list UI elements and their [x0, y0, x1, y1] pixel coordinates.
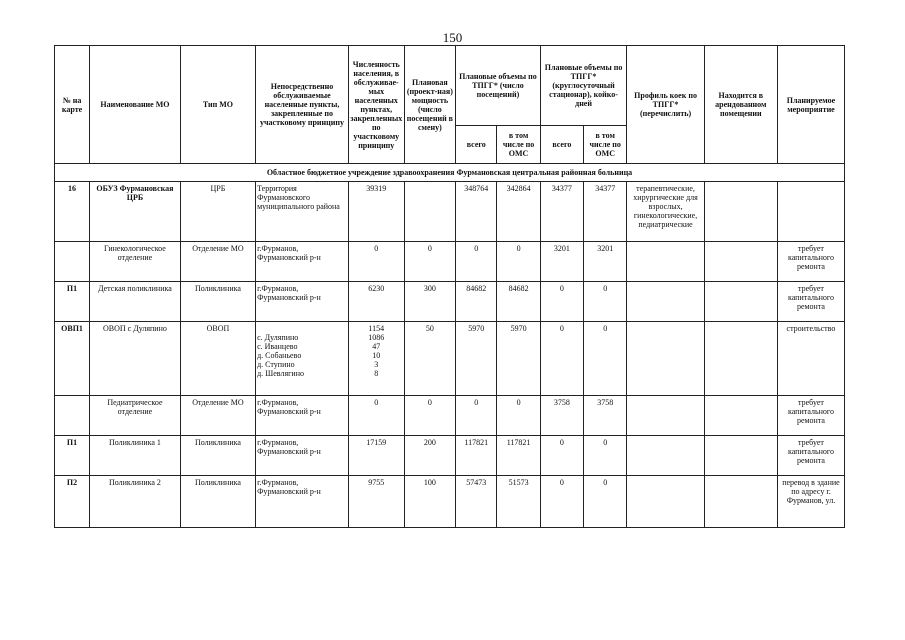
- cell-beds-oms: 34377: [584, 182, 627, 242]
- header-leased: Находится в арендованном помещении: [704, 46, 777, 164]
- cell-leased: [704, 476, 777, 528]
- cell-name: Поликлиника 2: [90, 476, 181, 528]
- population-item: 10: [372, 351, 381, 360]
- cell-no: [55, 396, 90, 436]
- cell-profile: [627, 322, 704, 396]
- cell-capacity: 50: [404, 322, 456, 396]
- cell-visits-total: 0: [456, 242, 497, 282]
- section-title: Областное бюджетное учреждение здравоохранения Фурмановская центральная районная больница: [55, 164, 845, 182]
- cell-planned: [777, 182, 844, 242]
- table-row: [55, 282, 845, 322]
- header-profile: Профиль коек по ТПГГ* (перечислить): [627, 46, 704, 164]
- cell-no: П1: [55, 282, 90, 322]
- cell-profile: [627, 436, 704, 476]
- cell-visits-total: 348764: [456, 182, 497, 242]
- table-row: [55, 182, 845, 242]
- cell-beds-oms: 3758: [584, 396, 627, 436]
- cell-planned: требует капитального ремонта: [777, 242, 844, 282]
- cell-no: П1: [55, 436, 90, 476]
- cell-population: 0: [348, 242, 404, 282]
- header-visits-oms: в том числе по ОМС: [497, 126, 540, 164]
- cell-leased: [704, 182, 777, 242]
- cell-visits-oms: 84682: [497, 282, 540, 322]
- cell-beds-oms: 0: [584, 282, 627, 322]
- header-name: Наименование МО: [90, 46, 181, 164]
- cell-beds-oms: 0: [584, 476, 627, 528]
- cell-beds-oms: 0: [584, 322, 627, 396]
- header-type: Тип МО: [180, 46, 255, 164]
- cell-name: Гинекологическое отделение: [90, 242, 181, 282]
- cell-leased: [704, 436, 777, 476]
- cell-no: ОВП1: [55, 322, 90, 396]
- cell-capacity: 300: [404, 282, 456, 322]
- cell-name: ОВОП с Дуляпино: [90, 322, 181, 396]
- header-capacity: Плановая (проект-ная) мощность (число посещений в смену): [404, 46, 456, 164]
- cell-planned: требует капитального ремонта: [777, 436, 844, 476]
- header-visits-total: всего: [456, 126, 497, 164]
- header-settlements: Непосредственно обслуживаемые населенные пункты, закрепленные по участковому принципу: [256, 46, 349, 164]
- cell-type: Поликлиника: [180, 436, 255, 476]
- settlement-item: д. Шевлягино: [257, 369, 304, 378]
- cell-type: Поликлиника: [180, 282, 255, 322]
- population-item: 3: [374, 360, 379, 369]
- cell-profile: [627, 282, 704, 322]
- cell-population: 0: [348, 396, 404, 436]
- cell-type: Поликлиника: [180, 476, 255, 528]
- cell-beds-oms: 3201: [584, 242, 627, 282]
- population-total: 1154: [368, 324, 385, 333]
- header-population: Численность населения, в обслуживае-мых населенных пунктах, закрепленных по участковому принципу: [348, 46, 404, 164]
- table-row: [55, 436, 845, 476]
- cell-beds-oms: 0: [584, 436, 627, 476]
- cell-planned: строительство: [777, 322, 844, 396]
- cell-type: Отделение МО: [180, 242, 255, 282]
- cell-beds-total: 34377: [540, 182, 583, 242]
- cell-settlements: Территория Фурмановского муниципального района: [256, 182, 349, 242]
- cell-settlements: г.Фурманов, Фурмановский р-н: [256, 476, 349, 528]
- cell-visits-oms: 342864: [497, 182, 540, 242]
- settlement-item: д. Ступино: [257, 360, 295, 369]
- population-item: 8: [374, 369, 379, 378]
- header-beds-total: всего: [540, 126, 583, 164]
- cell-capacity: 200: [404, 436, 456, 476]
- settlement-item: с. Дуляпино: [257, 333, 299, 342]
- cell-visits-total: 0: [456, 396, 497, 436]
- cell-capacity: 100: [404, 476, 456, 528]
- cell-planned: требует капитального ремонта: [777, 396, 844, 436]
- cell-name: Поликлиника 1: [90, 436, 181, 476]
- settlement-item: с. Иванцево: [257, 342, 298, 351]
- population-item: 1086: [368, 333, 385, 342]
- cell-visits-total: 117821: [456, 436, 497, 476]
- table-row: [55, 322, 845, 396]
- cell-visits-oms: 5970: [497, 322, 540, 396]
- cell-no: П2: [55, 476, 90, 528]
- cell-population: 9755: [348, 476, 404, 528]
- cell-no: [55, 242, 90, 282]
- cell-visits-oms: 117821: [497, 436, 540, 476]
- cell-profile: [627, 476, 704, 528]
- cell-settlements: г.Фурманов, Фурмановский р-н: [256, 242, 349, 282]
- cell-settlements: г.Фурманов, Фурмановский р-н: [256, 436, 349, 476]
- cell-settlements: [256, 322, 349, 396]
- cell-capacity: 0: [404, 242, 456, 282]
- cell-visits-oms: 51573: [497, 476, 540, 528]
- cell-visits-total: 57473: [456, 476, 497, 528]
- cell-settlements: г.Фурманов, Фурмановский р-н: [256, 396, 349, 436]
- cell-population: 6230: [348, 282, 404, 322]
- cell-capacity: [404, 182, 456, 242]
- cell-leased: [704, 282, 777, 322]
- header-beds: Плановые объемы по ТПГГ* (круглосуточный стационар), койко-дней: [540, 46, 627, 126]
- cell-type: Отделение МО: [180, 396, 255, 436]
- cell-population: 39319: [348, 182, 404, 242]
- table-row: [55, 476, 845, 528]
- cell-beds-total: 3201: [540, 242, 583, 282]
- cell-type: ОВОП: [180, 322, 255, 396]
- cell-beds-total: 0: [540, 322, 583, 396]
- cell-planned: перевод в здание по адресу г. Фурманов, ул.: [777, 476, 844, 528]
- cell-type: ЦРБ: [180, 182, 255, 242]
- header-no: № на карте: [55, 46, 90, 164]
- cell-visits-total: 84682: [456, 282, 497, 322]
- table-row: [55, 396, 845, 436]
- cell-profile: [627, 396, 704, 436]
- medical-organizations-table: [54, 45, 845, 528]
- cell-beds-total: 0: [540, 436, 583, 476]
- settlement-item: д. Собаньево: [257, 351, 302, 360]
- cell-population: 17159: [348, 436, 404, 476]
- cell-beds-total: 3758: [540, 396, 583, 436]
- cell-leased: [704, 242, 777, 282]
- cell-visits-total: 5970: [456, 322, 497, 396]
- cell-visits-oms: 0: [497, 396, 540, 436]
- cell-profile: [627, 242, 704, 282]
- page-number: 150: [442, 30, 463, 45]
- cell-name: ОБУЗ Фурмановская ЦРБ: [90, 182, 181, 242]
- cell-name: Педиатрическое отделение: [90, 396, 181, 436]
- cell-no: 16: [55, 182, 90, 242]
- header-visits: Плановые объемы по ТПГГ* (число посещений): [456, 46, 541, 126]
- cell-profile: терапевтические, хирургические для взрослых, гинекологические, педиатрические: [627, 182, 704, 242]
- cell-visits-oms: 0: [497, 242, 540, 282]
- cell-beds-total: 0: [540, 282, 583, 322]
- population-item: 47: [372, 342, 381, 351]
- header-planned: Планируемое мероприятие: [777, 46, 844, 164]
- cell-capacity: 0: [404, 396, 456, 436]
- cell-leased: [704, 322, 777, 396]
- cell-planned: требует капитального ремонта: [777, 282, 844, 322]
- cell-population: [348, 322, 404, 396]
- cell-beds-total: 0: [540, 476, 583, 528]
- table-row: [55, 242, 845, 282]
- cell-name: Детская поликлиника: [90, 282, 181, 322]
- header-beds-oms: в том числе по ОМС: [584, 126, 627, 164]
- cell-settlements: г.Фурманов, Фурмановский р-н: [256, 282, 349, 322]
- cell-leased: [704, 396, 777, 436]
